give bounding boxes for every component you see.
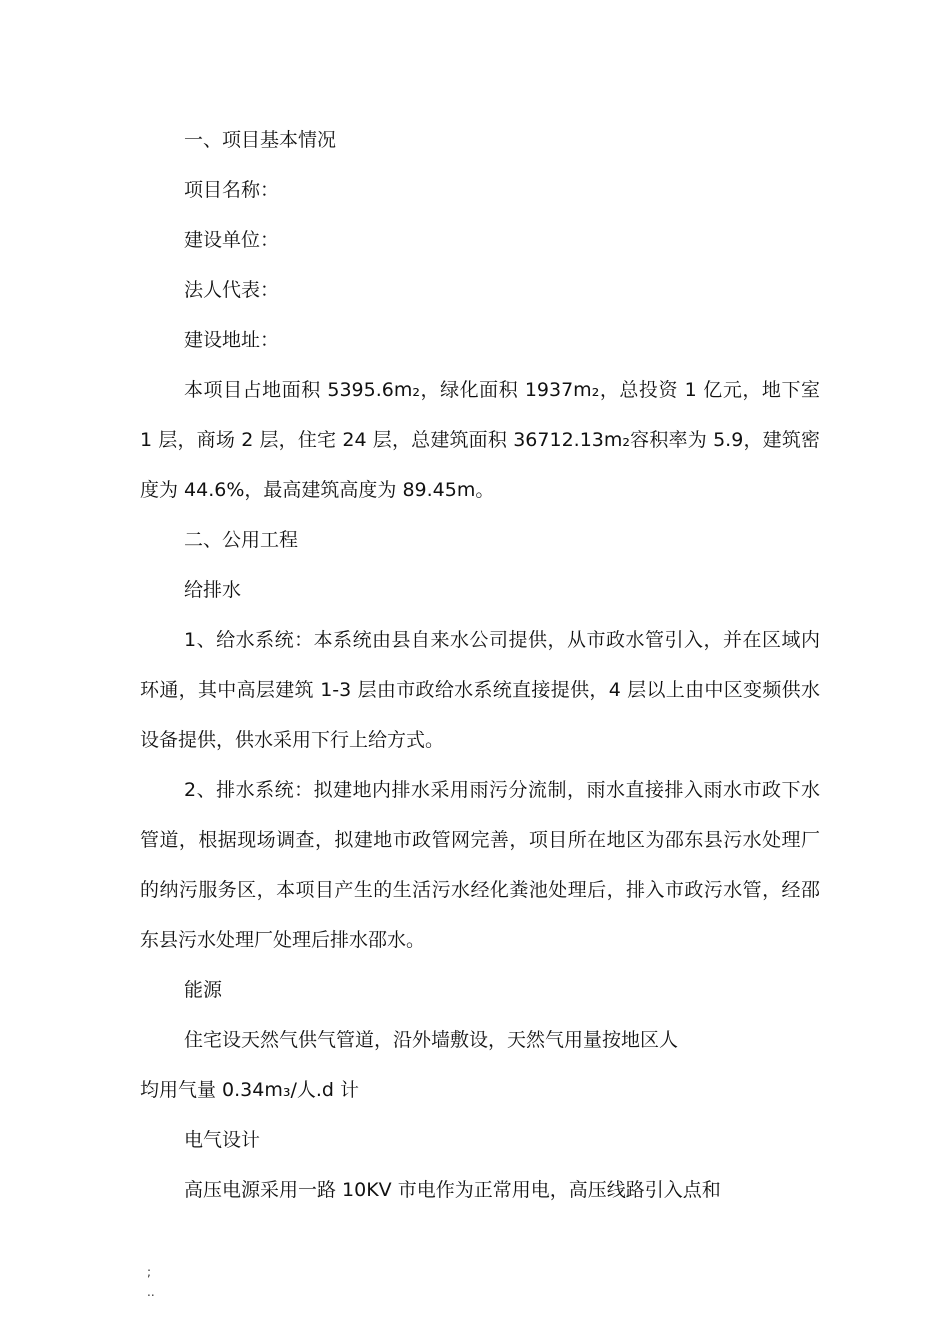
page-footer (147, 1262, 155, 1302)
subheading-water: 给排水 (184, 579, 242, 601)
paragraph-area-info: 本项目占地面积 5395.6m₂，绿化面积 1937m₂，总投资 1 亿元，地下室 1 层，商场 2 层，住宅 24 层，总建筑面积 36712.13m₂容积率为 5.9，建筑密度为 44.6%，最高建筑高度为 89.45m。 (140, 379, 820, 501)
paragraph-drainage: 2、排水系统：拟建地内排水采用雨污分流制，雨水直接排入雨水市政下水管道，根据现场调查，拟建地市政管网完善，项目所在地区为邵东县污水处理厂的纳污服务区，本项目产生的生活污水经化粪池处理后，排入市政污水管，经邵东县污水处理厂处理后排水邵水。 (140, 779, 820, 951)
section-heading-public-works: 二、公用工程 (184, 529, 299, 551)
subheading-energy: 能源 (184, 979, 223, 1001)
footer-mark-2: .. (147, 1285, 155, 1299)
paragraph-water-supply: 1、给水系统：本系统由县自来水公司提供，从市政水管引入，并在区域内环通，其中高层建筑 1-3 层由市政给水系统直接提供，4 层以上由中区变频供水设备提供，供水采用下行上给方式。 (140, 629, 820, 751)
project-name-label: 项目名称： (184, 179, 280, 201)
paragraph-gas-line-2: 均用气量 0.34m₃/人.d 计 (140, 1079, 360, 1101)
paragraph-power-supply: 高压电源采用一路 10KV 市电作为正常用电，高压线路引入点和 (184, 1179, 721, 1201)
construction-address-label: 建设地址： (184, 329, 280, 351)
paragraph-gas-line-1: 住宅设天然气供气管道，沿外墙敷设，天然气用量按地区人 (184, 1029, 679, 1051)
construction-unit-label: 建设单位： (184, 229, 280, 251)
subheading-electrical: 电气设计 (184, 1129, 261, 1151)
footer-mark-1: ; (147, 1265, 152, 1279)
document-page (140, 115, 820, 1215)
legal-representative-label: 法人代表： (184, 279, 280, 301)
section-heading-basic-info: 一、项目基本情况 (184, 129, 337, 151)
